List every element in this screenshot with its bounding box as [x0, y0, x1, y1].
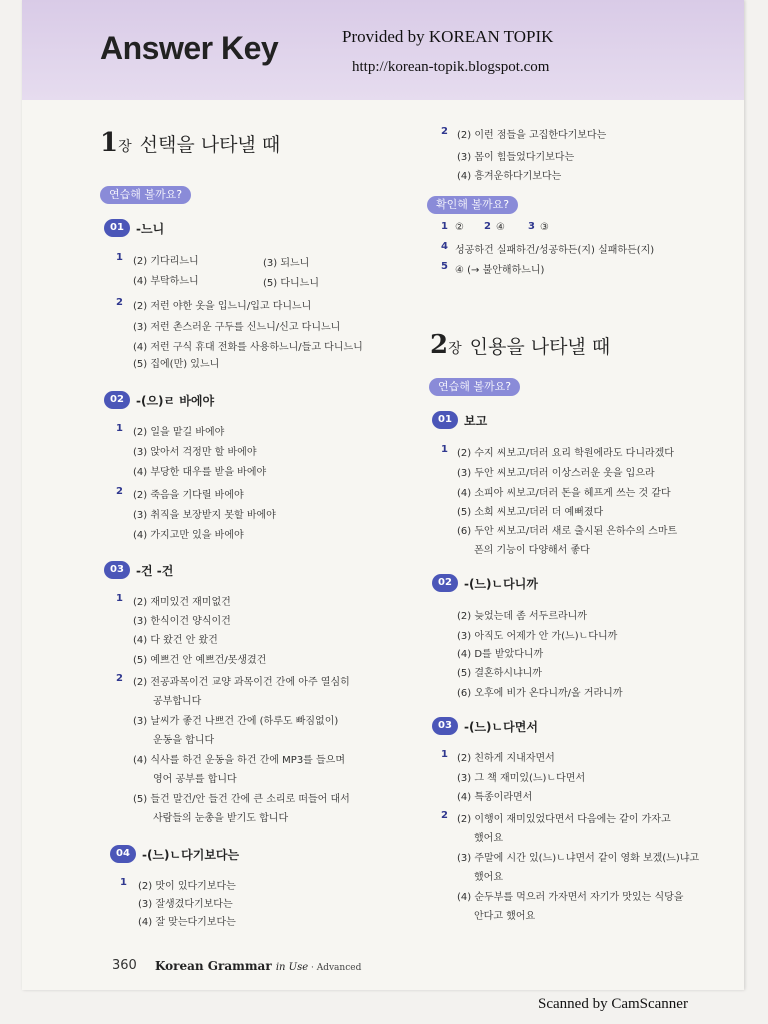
answer-line: (5) 집에(만) 있느니 [133, 359, 220, 370]
answer-line: (5) 다니느니 [263, 278, 319, 289]
section-title: -느니 [136, 221, 165, 236]
answer-number: 2 [484, 221, 491, 232]
answer-line: (4) 소피아 씨보고/더러 돈을 헤프게 쓰는 것 같다 [457, 488, 671, 499]
answer-number: 2 [441, 126, 448, 137]
answer-line: 사람들의 눈총을 받기도 합니다 [153, 813, 289, 824]
scanner-watermark: Scanned by CamScanner [538, 996, 688, 1012]
answer-line: (6) 두안 씨보고/더러 새로 출시된 은하수의 스마트 [457, 526, 678, 537]
section-badge: 02 [104, 391, 130, 409]
answer-line: (2) 수지 씨보고/더러 요리 학원에라도 다니라겠다 [457, 448, 674, 459]
answer-number: 2 [116, 673, 123, 684]
answer-line: (4) 잘 맞는다기보다는 [138, 917, 236, 928]
answer-line: (5) 소희 씨보고/더러 더 예뻐졌다 [457, 507, 604, 518]
section-03-heading [104, 561, 173, 579]
answer-line: (5) 예쁘건 안 예쁘건/못생겼건 [133, 655, 267, 666]
answer-line: 안다고 했어요 [474, 911, 536, 922]
section-badge: 03 [104, 561, 130, 579]
section-r02-heading [432, 574, 538, 592]
chapter-number: 1 [100, 128, 119, 158]
provided-by-text: Provided by KOREAN TOPIK [342, 27, 554, 46]
answer-line: (4) 특종이라면서 [457, 792, 533, 803]
answer-line: (3) 두안 씨보고/더러 이상스러운 옷을 입으라 [457, 468, 655, 479]
answer-number: 1 [116, 252, 123, 263]
section-01-heading [104, 219, 164, 237]
section-title: -건 -건 [136, 563, 174, 578]
section-title: -(느)ㄴ다니까 [464, 576, 538, 591]
answer-number: 4 [441, 241, 448, 252]
answer-line: (2) 이런 점들을 고집한다기보다는 [457, 130, 607, 141]
answer-line: (2) 이행이 재미있었다면서 다음에는 같이 가자고 [457, 814, 671, 825]
answer-line: 했어요 [474, 872, 503, 883]
answer-line: ③ [540, 222, 549, 233]
answer-number: 5 [441, 261, 448, 272]
section-title: 보고 [464, 413, 488, 428]
answer-line: (4) D를 받았다니까 [457, 649, 544, 660]
section-badge: 02 [432, 574, 458, 592]
answer-number: 2 [441, 810, 448, 821]
book-title: Korean Grammar in Use · Advanced [155, 959, 362, 973]
answer-line: (3) 주말에 시간 있(느)ㄴ냐면서 같이 영화 보겠(느)냐고 [457, 853, 700, 864]
answer-number: 3 [528, 221, 535, 232]
section-title: -(느)ㄴ다기보다는 [142, 847, 240, 862]
answer-line: (5) 결혼하시냐니까 [457, 668, 542, 679]
answer-number: 1 [116, 423, 123, 434]
answer-line: (4) 저런 구식 휴대 전화를 사용하느니/들고 다니느니 [133, 342, 363, 353]
answer-line: 성공하건 실패하건/성공하든(지) 실패하든(지) [455, 245, 655, 256]
answer-line: (3) 날씨가 좋건 나쁘건 간에 (하루도 빠짐없이) [133, 716, 339, 727]
answer-line: (3) 그 책 재미있(느)ㄴ다면서 [457, 773, 586, 784]
answer-line: 했어요 [474, 833, 503, 844]
page-title: Answer Key [100, 30, 279, 66]
section-badge: 01 [104, 219, 130, 237]
answer-line: (6) 오후에 비가 온다니까/올 거라니까 [457, 688, 623, 699]
section-title: -(으)ㄹ 바에야 [136, 393, 215, 408]
answer-line: (4) 부탁하느니 [133, 276, 199, 287]
answer-line: ④ (→ 불안해하느니) [455, 265, 545, 276]
answer-line: (4) 순두부를 먹으러 가자면서 자기가 맛있는 식당을 [457, 892, 684, 903]
answer-line: (2) 재미있건 재미없건 [133, 597, 231, 608]
answer-line: (2) 맛이 있다기보다는 [138, 881, 236, 892]
answer-line: 폰의 기능이 다양해서 좋다 [474, 545, 590, 556]
section-badge: 04 [110, 845, 136, 863]
answer-line: (4) 흥겨운하다기보다는 [457, 171, 562, 182]
answer-line: 운동을 합니다 [153, 735, 215, 746]
answer-line: (3) 되느니 [263, 258, 310, 269]
answer-number: 1 [441, 749, 448, 760]
practice-pill: 연습해 볼까요? [429, 378, 520, 396]
section-badge: 03 [432, 717, 458, 735]
answer-line: (2) 친하게 지내자면서 [457, 753, 555, 764]
answer-line: (2) 일을 맡길 바에야 [133, 427, 225, 438]
answer-line: (3) 아직도 어제가 안 가(느)ㄴ다니까 [457, 631, 618, 642]
answer-line: ② [455, 222, 464, 233]
chapter-2-heading [430, 330, 610, 360]
source-url: http://korean-topik.blogspot.com [352, 59, 550, 75]
answer-line: (2) 기다리느니 [133, 256, 199, 267]
answer-line: 영어 공부를 합니다 [153, 774, 237, 785]
answer-line: ④ [496, 222, 505, 233]
answer-line: (3) 취직을 보장받지 못할 바에야 [133, 510, 276, 521]
answer-line: (5) 들건 말건/안 들건 간에 큰 소리로 떠들어 대서 [133, 794, 350, 805]
answer-number: 2 [116, 297, 123, 308]
answer-line: (4) 식사를 하건 운동을 하건 간에 MP3를 들으며 [133, 755, 345, 766]
answer-line: (4) 다 왔건 안 왔건 [133, 635, 218, 646]
section-r03-heading [432, 717, 538, 735]
chapter-label: 장 [448, 341, 462, 357]
answer-number: 1 [120, 877, 127, 888]
chapter-1-heading [100, 128, 280, 158]
section-title: -(느)ㄴ다면서 [464, 719, 538, 734]
answer-number: 1 [116, 593, 123, 604]
section-02-heading [104, 391, 214, 409]
answer-line: (4) 부당한 대우를 받을 바에야 [133, 467, 267, 478]
answer-line: (2) 죽음을 기다릴 바에야 [133, 490, 244, 501]
answer-line: 공부합니다 [153, 696, 202, 707]
answer-line: (3) 앉아서 걱정만 할 바에야 [133, 447, 257, 458]
section-04-heading [110, 845, 239, 863]
chapter-title: 선택을 나타낼 때 [139, 134, 281, 156]
answer-line: (3) 저런 촌스러운 구두를 신느니/신고 다니느니 [133, 322, 341, 333]
answer-line: (3) 몸이 힘들었다기보다는 [457, 152, 575, 163]
page-number: 360 [112, 958, 137, 973]
section-r01-heading [432, 411, 487, 429]
check-pill: 확인해 볼까요? [427, 196, 518, 214]
section-badge: 01 [432, 411, 458, 429]
chapter-number: 2 [430, 330, 449, 360]
answer-line: (2) 저런 야한 옷을 입느니/입고 다니느니 [133, 301, 312, 312]
chapter-label: 장 [118, 139, 132, 155]
answer-number: 2 [116, 486, 123, 497]
answer-number: 1 [441, 221, 448, 232]
answer-number: 1 [441, 444, 448, 455]
answer-line: (4) 가지고만 있을 바에야 [133, 530, 244, 541]
answer-line: (3) 잘생겼다기보다는 [138, 899, 233, 910]
practice-pill: 연습해 볼까요? [100, 186, 191, 204]
answer-line: (2) 늦었는데 좀 서두르라니까 [457, 611, 587, 622]
answer-line: (2) 전공과목이건 교양 과목이건 간에 아주 열심히 [133, 677, 350, 688]
answer-line: (3) 한식이건 양식이건 [133, 616, 231, 627]
chapter-title: 인용을 나타낼 때 [469, 336, 611, 358]
